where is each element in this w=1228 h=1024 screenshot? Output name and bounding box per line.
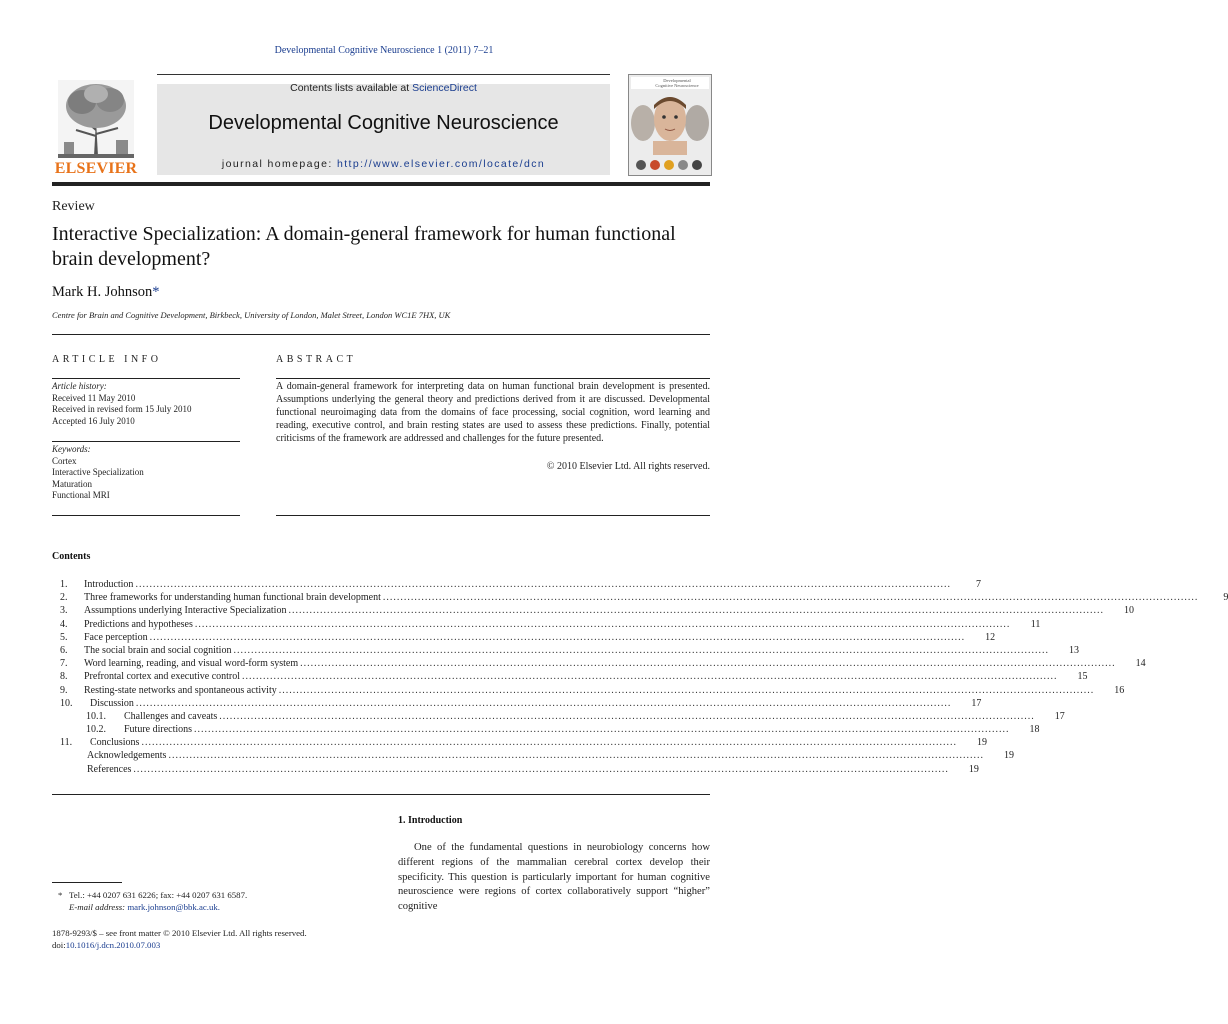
history-accepted: Accepted 16 July 2010 — [52, 415, 135, 426]
article-type: Review — [52, 199, 95, 214]
toc-leader: ......................................................................................................................................................................................................................................... — [133, 763, 949, 775]
keyword-item: Cortex — [52, 455, 77, 466]
toc-title: Resting-state networks and spontaneous activity — [84, 684, 277, 696]
toc-leader: ......................................................................................................................................................................................................................................... — [135, 579, 951, 590]
article-history — [52, 381, 242, 427]
doi-prefix: doi: — [52, 940, 66, 950]
homepage-prefix: journal homepage: — [221, 158, 337, 170]
toc-page: 13 — [1068, 644, 1079, 656]
toc-title: Challenges and caveats — [124, 710, 218, 722]
toc-entry[interactable] — [60, 644, 1079, 657]
journal-cover-thumbnail[interactable] — [628, 74, 712, 176]
toc-number: 11. — [60, 737, 73, 749]
toc-title: Future directions — [124, 724, 193, 736]
toc-title: Assumptions underlying Interactive Specialization — [84, 605, 287, 617]
homepage-link[interactable]: http://www.elsevier.com/locate/dcn — [337, 158, 546, 170]
toc-number: 8. — [60, 671, 68, 683]
header-rule — [157, 74, 610, 75]
cover-title-line1: Developmental — [663, 78, 691, 83]
elsevier-tree-icon — [58, 80, 134, 158]
history-label: Article history: — [52, 381, 107, 391]
toc-title: Predictions and hypotheses — [84, 618, 193, 630]
toc-title: The social brain and social cognition — [84, 644, 232, 656]
toc-page: 10 — [1123, 605, 1134, 617]
section-rule — [52, 334, 710, 335]
header-thick-rule — [52, 182, 710, 186]
toc-page: 12 — [985, 631, 996, 643]
doi-line — [52, 939, 382, 951]
introduction-text: One of the fundamental questions in neurobiology concerns how different regions of the mammalian cerebral cortex develop their specificity. This question is particularly important for human cognitive neuroscience were regions of cortex collaboratively support “higher” cognitive — [398, 842, 710, 913]
keywords-label: Keywords: — [52, 444, 91, 454]
toc-entry[interactable] — [60, 763, 979, 776]
toc-leader: ......................................................................................................................................................................................................................................... — [242, 671, 1058, 683]
toc-page: 17 — [971, 697, 982, 709]
toc-entry[interactable] — [60, 604, 1134, 617]
toc-entry[interactable] — [60, 749, 1014, 762]
toc-page: 18 — [1029, 724, 1040, 736]
author-line — [52, 284, 160, 301]
toc-leader: ......................................................................................................................................................................................................................................... — [300, 658, 1116, 670]
toc-entry[interactable] — [60, 723, 1040, 736]
toc-page: 11 — [1030, 618, 1041, 630]
toc-title: Three frameworks for understanding human functional brain development — [84, 592, 381, 604]
toc-indent — [60, 710, 86, 723]
toc-title: Word learning, reading, and visual word-form system — [84, 658, 299, 670]
author-name: Mark H. Johnson — [52, 284, 153, 300]
toc-leader: ......................................................................................................................................................................................................................................... — [194, 618, 1011, 630]
footnote-email-line — [58, 901, 378, 913]
journal-homepage-line — [157, 158, 610, 170]
toc-page: 19 — [968, 763, 979, 775]
toc-page: 14 — [1135, 658, 1146, 670]
abstract-rule — [276, 515, 710, 516]
introduction-heading: 1. Introduction — [398, 815, 463, 826]
cover-title-line2: Cognitive Neuroscience — [655, 83, 699, 88]
toc-page: 9 — [1223, 592, 1228, 604]
contents-available-line — [157, 82, 610, 94]
toc-leader: ......................................................................................................................................................................................................................................... — [278, 684, 1095, 696]
toc-number: 7. — [60, 658, 68, 670]
toc-number: 1. — [60, 579, 68, 590]
toc-number: 3. — [60, 605, 68, 617]
toc-leader: ......................................................................................................................................................................................................................................... — [219, 710, 1035, 722]
keywords — [52, 444, 242, 502]
toc-title: References — [87, 763, 132, 775]
sciencedirect-link[interactable]: ScienceDirect — [412, 82, 477, 94]
toc-leader: ......................................................................................................................................................................................................................................... — [135, 697, 952, 709]
history-revised: Received in revised form 15 July 2010 — [52, 404, 192, 414]
abstract-heading: ABSTRACT — [276, 354, 357, 365]
journal-reference[interactable]: Developmental Cognitive Neuroscience 1 (2011) 7–21 — [274, 45, 494, 56]
keyword-item: Interactive Specialization — [52, 467, 144, 477]
toc-leader: ......................................................................................................................................................................................................................................... — [141, 737, 957, 749]
toc-number: 2. — [60, 592, 68, 604]
contents-prefix: Contents lists available at — [290, 82, 413, 94]
toc-entry[interactable] — [60, 618, 1041, 631]
table-of-contents — [60, 578, 1228, 776]
footnote-rule — [52, 882, 122, 883]
email-label: E-mail address: — [69, 902, 126, 912]
toc-page: 17 — [1054, 710, 1065, 722]
toc-entry[interactable] — [60, 736, 987, 749]
doi-link[interactable]: 10.1016/j.dcn.2010.07.003 — [65, 940, 161, 950]
author-affiliation: Centre for Brain and Cognitive Development, Birkbeck, University of London, Malet Street, London WC1E 7HX, UK — [52, 310, 451, 320]
history-received: Received 11 May 2010 — [52, 392, 136, 403]
keyword-item: Functional MRI — [52, 490, 110, 500]
keyword-item: Maturation — [52, 478, 92, 489]
toc-leader: ......................................................................................................................................................................................................................................... — [233, 644, 1049, 656]
article-info-rule — [52, 441, 240, 442]
toc-indent — [60, 749, 87, 762]
cover-faces-image — [629, 75, 711, 175]
footnote-mark: * — [58, 890, 63, 900]
toc-number: 10.2. — [86, 724, 106, 736]
toc-entry[interactable] — [60, 697, 982, 710]
abstract-copyright: © 2010 Elsevier Ltd. All rights reserved. — [546, 461, 710, 472]
contents-heading: Contents — [52, 551, 91, 562]
toc-entry[interactable] — [60, 684, 1125, 697]
elsevier-logo — [52, 80, 140, 178]
toc-indent — [60, 723, 86, 736]
toc-leader: ......................................................................................................................................................................................................................................... — [382, 592, 1199, 604]
author-footnote — [58, 889, 378, 913]
toc-leader: ......................................................................................................................................................................................................................................... — [168, 750, 984, 762]
toc-indent — [60, 763, 87, 776]
toc-page: 7 — [975, 579, 981, 590]
toc-number: 4. — [60, 618, 68, 630]
toc-page: 19 — [1003, 750, 1014, 762]
footnote-contact — [58, 889, 378, 901]
issn-doi-block — [52, 927, 382, 951]
article-info-rule — [52, 515, 240, 516]
toc-leader: ......................................................................................................................................................................................................................................... — [288, 605, 1104, 617]
toc-entry[interactable] — [60, 670, 1088, 683]
abstract-text: A domain-general framework for interpreting data on human functional brain development is presented. Assumptions underlying the general theory and predictions derived from it are discussed. Developmental functional neuroimaging data from the domains of face processing, social cognition, word learning and reading, executive control, and brain resting states are used to assess these predictions. Finally, potential criticisms of the framework are addressed and challenges for the future presented. — [276, 381, 710, 444]
email-link[interactable]: mark.johnson@bbk.ac.uk. — [127, 902, 220, 912]
toc-title: Face perception — [84, 631, 148, 643]
publisher-name: ELSEVIER — [54, 160, 138, 177]
toc-number: 5. — [60, 631, 68, 643]
toc-entry[interactable] — [60, 591, 1228, 604]
toc-number: 9. — [60, 684, 68, 696]
toc-page: 19 — [976, 737, 987, 749]
toc-entry[interactable] — [60, 578, 981, 591]
toc-entry[interactable] — [60, 657, 1146, 670]
article-info-heading: ARTICLE INFO — [52, 354, 162, 365]
author-footnote-mark[interactable]: * — [152, 284, 160, 300]
toc-title: Introduction — [84, 579, 134, 590]
article-title: Interactive Specialization: A domain-general framework for human functional brain development? — [52, 223, 676, 270]
contents-rule — [52, 794, 710, 795]
toc-entry[interactable] — [60, 710, 1065, 723]
issn-line: 1878-9293/$ – see front matter © 2010 Elsevier Ltd. All rights reserved. — [52, 928, 307, 938]
toc-title: Conclusions — [90, 737, 140, 749]
toc-number: 10.1. — [86, 710, 106, 722]
toc-title: Acknowledgements — [87, 750, 167, 762]
toc-leader: ......................................................................................................................................................................................................................................... — [149, 631, 966, 643]
toc-leader: ......................................................................................................................................................................................................................................... — [194, 724, 1010, 736]
toc-title: Prefrontal cortex and executive control — [84, 671, 241, 683]
journal-title: Developmental Cognitive Neuroscience — [208, 112, 559, 134]
toc-page: 16 — [1114, 684, 1125, 696]
abstract-rule — [276, 378, 710, 379]
toc-entry[interactable] — [60, 631, 996, 644]
toc-title: Discussion — [90, 697, 134, 709]
toc-number: 10. — [60, 697, 73, 709]
article-info-rule — [52, 378, 240, 379]
footnote-tel: Tel.: +44 0207 631 6226; fax: +44 0207 631 6587. — [69, 890, 248, 900]
toc-page: 15 — [1077, 671, 1088, 683]
toc-number: 6. — [60, 644, 68, 656]
